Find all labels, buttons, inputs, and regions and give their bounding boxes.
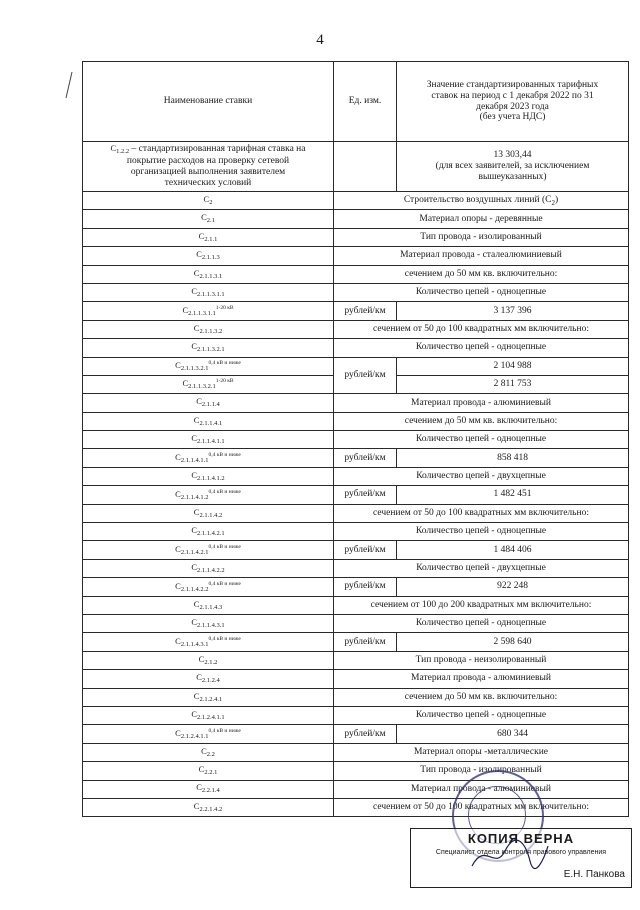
- rate-code: $С_{2.1.1.3.2.1}^{1-20 кВ}$: [83, 375, 334, 393]
- tariff-rates-table: [82, 61, 629, 817]
- rate-section-title: Материал провода - сталеалюминиевый: [334, 247, 629, 265]
- table-row: [83, 725, 629, 743]
- header-unit: Ед. изм.: [334, 62, 397, 142]
- rate-unit: рублей/км: [334, 449, 397, 467]
- rate-section-title: Количество цепей - двухцепные: [334, 467, 629, 485]
- rate-code: $С_2$: [83, 192, 334, 210]
- table-row: [83, 431, 629, 449]
- rate-section-title: сечением до 50 мм кв. включительно:: [334, 688, 629, 706]
- rate-unit: рублей/км: [334, 578, 397, 596]
- rate-description: $С_{1.2.2}$ – стандартизированная тарифная ставка на покрытие расходов на проверку сетевой организацией выполнения заявителем технических условий: [83, 142, 334, 192]
- rate-section-title: Материал провода - алюминиевый: [334, 670, 629, 688]
- table-row: [83, 192, 629, 210]
- table-row: [83, 247, 629, 265]
- table-row: [83, 504, 629, 522]
- rate-unit: рублей/км: [334, 541, 397, 559]
- rate-section-title: Количество цепей - одноцепные: [334, 431, 629, 449]
- rate-code: $С_{2.1.1.4.2.1}^{0,4 кВ и ниже}$: [83, 541, 334, 559]
- copy-stamp-title: КОПИЯ ВЕРНА: [467, 831, 575, 846]
- table-row: [83, 541, 629, 559]
- table-row: [83, 210, 629, 228]
- header-value: [397, 62, 629, 142]
- table-row: [83, 486, 629, 504]
- table-row: [83, 523, 629, 541]
- rate-value: 2 598 640: [397, 633, 629, 651]
- rate-value: 680 344: [397, 725, 629, 743]
- table-row: [83, 339, 629, 357]
- rate-section-title: Материал провода - алюминиевый: [334, 780, 629, 798]
- table-row: [83, 559, 629, 577]
- rate-code: $С_{2.1.1.4.3}$: [83, 596, 334, 614]
- margin-mark: [62, 70, 76, 100]
- rate-section-title: сечением до 50 мм кв. включительно:: [334, 265, 629, 283]
- rate-value: 2 811 753: [397, 375, 629, 393]
- rate-code: $С_{2.1}$: [83, 210, 334, 228]
- rate-code: $С_{2.1.1.3.1}$: [83, 265, 334, 283]
- rate-unit: [334, 142, 397, 192]
- rate-value: 3 137 396: [397, 302, 629, 320]
- table-row: [83, 228, 629, 246]
- table-row: [83, 265, 629, 283]
- rate-value: 922 248: [397, 578, 629, 596]
- rate-code: $С_{2.1.1.4.1.2}$: [83, 467, 334, 485]
- rate-code: $С_{2.1.1.4.2}$: [83, 504, 334, 522]
- rate-section-title: Материал опоры -металлические: [334, 743, 629, 761]
- rate-section-title: Тип провода - изолированный: [334, 228, 629, 246]
- rate-code: $С_{1.2.2}$: [110, 143, 130, 156]
- page-number: 4: [316, 32, 324, 48]
- rate-section-title: Количество цепей - одноцепные: [334, 283, 629, 301]
- table-header-row: [83, 62, 629, 142]
- rate-value: 2 104 988: [397, 357, 629, 375]
- rate-code: $С_{2.1.1.3.2.1}$: [83, 339, 334, 357]
- rate-section-title: Строительство воздушных линий $(С_2)$: [334, 192, 629, 210]
- table-row: [83, 780, 629, 798]
- rate-section-title: Материал опоры - деревянные: [334, 210, 629, 228]
- table-row: [83, 283, 629, 301]
- table-row: [83, 467, 629, 485]
- rate-code: $С_{2.2}$: [83, 743, 334, 761]
- copy-stamp-name: Е.Н. Панкова: [563, 869, 625, 880]
- table-row: [83, 302, 629, 320]
- rate-code: $С_{2.1.2.4.1}$: [83, 688, 334, 706]
- table-row: [83, 798, 629, 816]
- header-value-line: (без учета НДС): [479, 112, 546, 123]
- rate-code: $С_{2.1.1.3}$: [83, 247, 334, 265]
- rate-code: $С_{2.1.1.4.1.1}$: [83, 431, 334, 449]
- rate-code: $С_{2.1.1.3.1.1}$: [83, 283, 334, 301]
- signature: [470, 836, 550, 876]
- table-row: [83, 320, 629, 338]
- table-row: [83, 357, 629, 375]
- table-row: [83, 614, 629, 632]
- rate-section-title: сечением от 50 до 100 квадратных мм включительно:: [334, 320, 629, 338]
- table-row: [83, 578, 629, 596]
- rate-section-title: Тип провода - изолированный: [334, 762, 629, 780]
- table-row: [83, 670, 629, 688]
- rate-value: 858 418: [397, 449, 629, 467]
- rate-section-title: сечением от 100 до 200 квадратных мм включительно:: [334, 596, 629, 614]
- rate-section-title: сечением от 50 до 100 квадратных мм включительно:: [334, 798, 629, 816]
- rate-section-title: Тип провода - неизолированный: [334, 651, 629, 669]
- rate-value: 13 303,44 (для всех заявителей, за исключением вышеуказанных): [397, 142, 629, 192]
- table-row: [83, 706, 629, 724]
- table-row: [83, 412, 629, 430]
- table-row: [83, 688, 629, 706]
- rate-code: $С_{2.1.1.4.3.1}$: [83, 614, 334, 632]
- rate-section-title: сечением до 50 мм кв. включительно:: [334, 412, 629, 430]
- header-rate-name: Наименование ставки: [83, 62, 334, 142]
- rate-code: $С_{2.2.1.4.2}$: [83, 798, 334, 816]
- copy-stamp-position: Специалист отдела контроля правового управления: [435, 849, 607, 856]
- rate-code: $С_{2.1.1.4.1.2}^{0,4 кВ и ниже}$: [83, 486, 334, 504]
- rate-code: $С_{2.2.1}$: [83, 762, 334, 780]
- rate-code: $С_{2.1.1.4.1}$: [83, 412, 334, 430]
- rate-unit: рублей/км: [334, 486, 397, 504]
- header-value-line: Значение стандартизированных тарифных: [426, 79, 599, 90]
- rate-section-title: Количество цепей - одноцепные: [334, 523, 629, 541]
- rate-unit: рублей/км: [334, 633, 397, 651]
- rate-code: $С_{2.1.1.4.2.2}$: [83, 559, 334, 577]
- rate-unit: рублей/км: [334, 357, 397, 394]
- rate-value: 1 482 451: [397, 486, 629, 504]
- rate-section-title: Количество цепей - одноцепные: [334, 339, 629, 357]
- rate-code: $С_{2.1.1.4.1.1}^{0,4 кВ и ниже}$: [83, 449, 334, 467]
- table-row: [83, 633, 629, 651]
- rate-code: $С_{2.1.2.4}$: [83, 670, 334, 688]
- table-row: [83, 651, 629, 669]
- table-row: [83, 743, 629, 761]
- table-row: [83, 762, 629, 780]
- table-row: [83, 449, 629, 467]
- rate-code: $С_{2.1.1}$: [83, 228, 334, 246]
- rate-unit: рублей/км: [334, 725, 397, 743]
- rate-section-title: Материал провода - алюминиевый: [334, 394, 629, 412]
- rate-section-title: Количество цепей - одноцепные: [334, 614, 629, 632]
- rate-code: $С_{2.1.1.4.2.1}$: [83, 523, 334, 541]
- rate-section-title: Количество цепей - одноцепные: [334, 706, 629, 724]
- rate-section-title: сечением от 50 до 100 квадратных мм включительно:: [334, 504, 629, 522]
- rate-code: $С_{2.2.1.4}$: [83, 780, 334, 798]
- header-value-line: ставок на период с 1 декабря 2022 по 31: [431, 90, 594, 101]
- rate-section-title: Количество цепей - двухцепные: [334, 559, 629, 577]
- table-row: [83, 394, 629, 412]
- table-row-c122: [83, 142, 629, 192]
- rate-code: $С_{2.1.1.4.3.1}^{0,4 кВ и ниже}$: [83, 633, 334, 651]
- rate-code: $С_{2.1.2.4.1.1}$: [83, 706, 334, 724]
- rate-code: $С_{2.1.1.4.2.2}^{0,4 кВ и ниже}$: [83, 578, 334, 596]
- rate-value: 1 484 406: [397, 541, 629, 559]
- rate-code: $С_{2.1.1.4}$: [83, 394, 334, 412]
- header-value-line: декабря 2023 года: [476, 101, 549, 112]
- table-row: [83, 596, 629, 614]
- rate-code: $С_{2.1.1.3.2.1}^{0,4 кВ и ниже}$: [83, 357, 334, 375]
- rate-code: $С_{2.1.1.3.2}$: [83, 320, 334, 338]
- rate-code: $С_{2.1.1.3.1.1}^{1-20 кВ}$: [83, 302, 334, 320]
- rate-unit: рублей/км: [334, 302, 397, 320]
- rate-code: $С_{2.1.2.4.1.1}^{0,4 кВ и ниже}$: [83, 725, 334, 743]
- rate-code: $С_{2.1.2}$: [83, 651, 334, 669]
